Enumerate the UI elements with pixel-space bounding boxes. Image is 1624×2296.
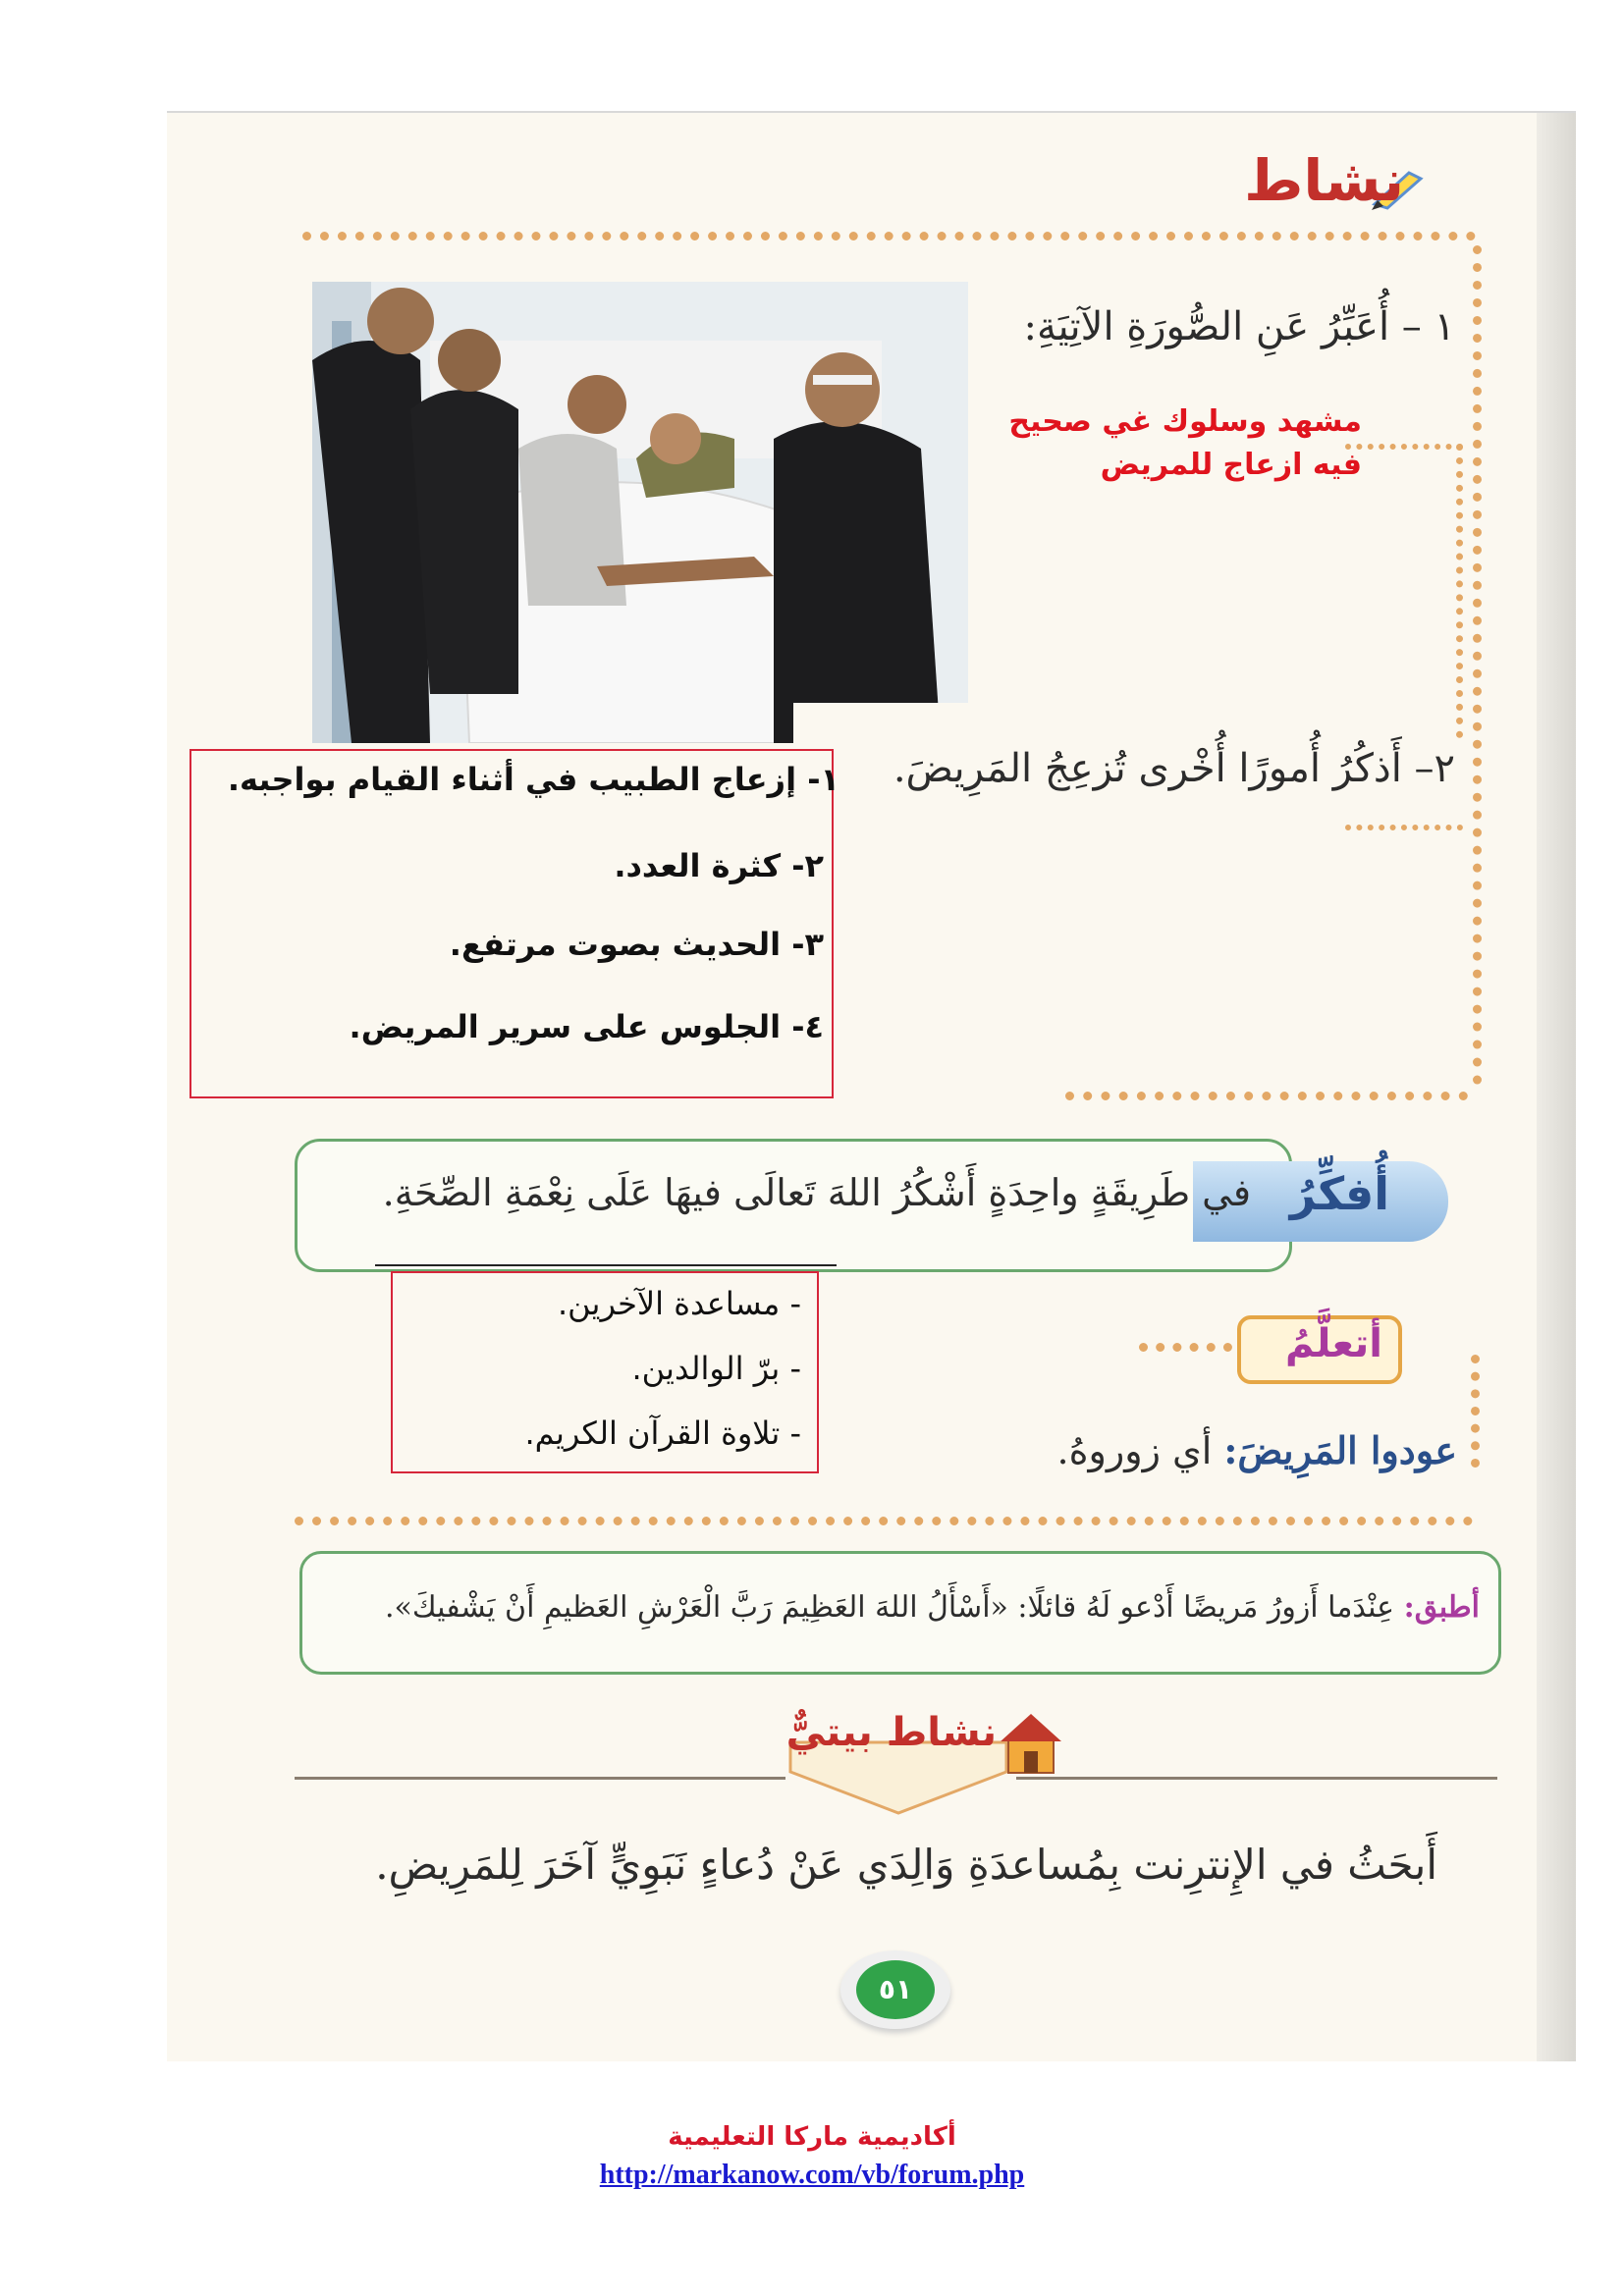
apply-sentence — [385, 1590, 1480, 1625]
question-2-answer-box — [189, 749, 839, 1098]
hospital-visit-photo — [312, 282, 968, 743]
dotted-divider-q1 — [1345, 444, 1463, 450]
learn-frame-bottom — [295, 1517, 1473, 1525]
think-answer-2: - برّ الوالدين. — [631, 1350, 801, 1387]
question-1: ١ – أُعَبِّرُ عَنِ الصُّورَةِ الآتِيَةِ: — [1023, 304, 1455, 349]
learn-dots — [1139, 1343, 1232, 1352]
learn-meaning: أي زوروهُ. — [1056, 1429, 1213, 1472]
apply-text: عِنْدَما أَزورُ مَريضًا أَدْعو لَهُ قائلًا: «أَسْأَلُ اللهَ العَظِيمَ رَبَّ الْعَرْشِ العَظيمِ أَنْ يَشْفيكَ». — [384, 1590, 1395, 1625]
learn-label-tab — [1237, 1315, 1402, 1384]
learn-term: عودوا المَرِيضَ: — [1223, 1428, 1457, 1472]
learn-definition — [1057, 1428, 1457, 1472]
page-number: ٥١ — [856, 1960, 935, 2019]
dotted-divider-q1-v — [1456, 444, 1463, 738]
learn-label: أتعلَّمُ — [1284, 1321, 1382, 1366]
dotted-frame-bottom — [1065, 1092, 1468, 1100]
photo-corner — [793, 703, 968, 746]
question-1-answer-line-1: مشهد وسلوك غي صحيح — [1008, 404, 1362, 439]
apply-label: أطبق: — [1403, 1590, 1480, 1625]
think-answer-1: - مساعدة الآخرين. — [558, 1285, 801, 1322]
dotted-frame-right — [1473, 245, 1482, 1085]
home-activity-title: نشاط بيتيٌّ — [785, 1710, 997, 1755]
question-2-answer-4: ٤- الجلوس على سرير المريض. — [349, 1008, 824, 1045]
question-2-answer-3: ٣- الحديث بصوت مرتفع. — [449, 926, 824, 963]
house-icon — [997, 1708, 1065, 1777]
dotted-frame-top — [302, 232, 1476, 240]
home-activity-text: أَبحَثُ في الإِنترِنت بِمُساعدَةِ وَالِدَي عَنْ دُعاءٍ نَبَوِيٍّ آخَرَ لِلمَرِيضِ. — [375, 1841, 1437, 1889]
question-2: ٢– أَذكُرُ أُمورًا أُخْرى تُزعِجُ المَرِيضَ. — [893, 746, 1455, 791]
dotted-divider-q2 — [1345, 825, 1463, 830]
question-2-answer-2: ٢- كثرة العدد. — [614, 847, 824, 884]
home-activity-rule-left — [295, 1777, 785, 1780]
page-top-border — [167, 111, 1576, 113]
page-binding-shadow — [1537, 113, 1576, 2061]
question-1-answer-line-2: فيه ازعاج للمريض — [1100, 448, 1362, 482]
footer-title: أكاديمية ماركا التعليمية — [668, 2122, 956, 2152]
think-answer-3: - تلاوة القرآن الكريم. — [524, 1415, 801, 1452]
question-1-answer — [949, 400, 1362, 487]
question-2-answer-1: ١- إزعاج الطبيب في أثناء القيام بواجبه. — [227, 761, 839, 798]
activity-title: نشاط — [1244, 147, 1404, 214]
think-label: أُفكِّرُ — [1289, 1167, 1389, 1220]
underline-rule — [375, 1264, 837, 1266]
learn-frame-right — [1471, 1355, 1480, 1468]
footer-link[interactable]: http://markanow.com/vb/forum.php — [599, 2160, 1025, 2190]
home-activity-rule-right — [1016, 1777, 1497, 1780]
page-number-badge — [840, 1950, 950, 2029]
think-answer-box — [391, 1271, 819, 1473]
think-prompt: في طَرِيقَةٍ واحِدَةٍ أَشْكُرُ اللهَ تَعالَى فيهَا عَلَى نِعْمَةِ الصِّحَةِ. — [382, 1171, 1251, 1214]
